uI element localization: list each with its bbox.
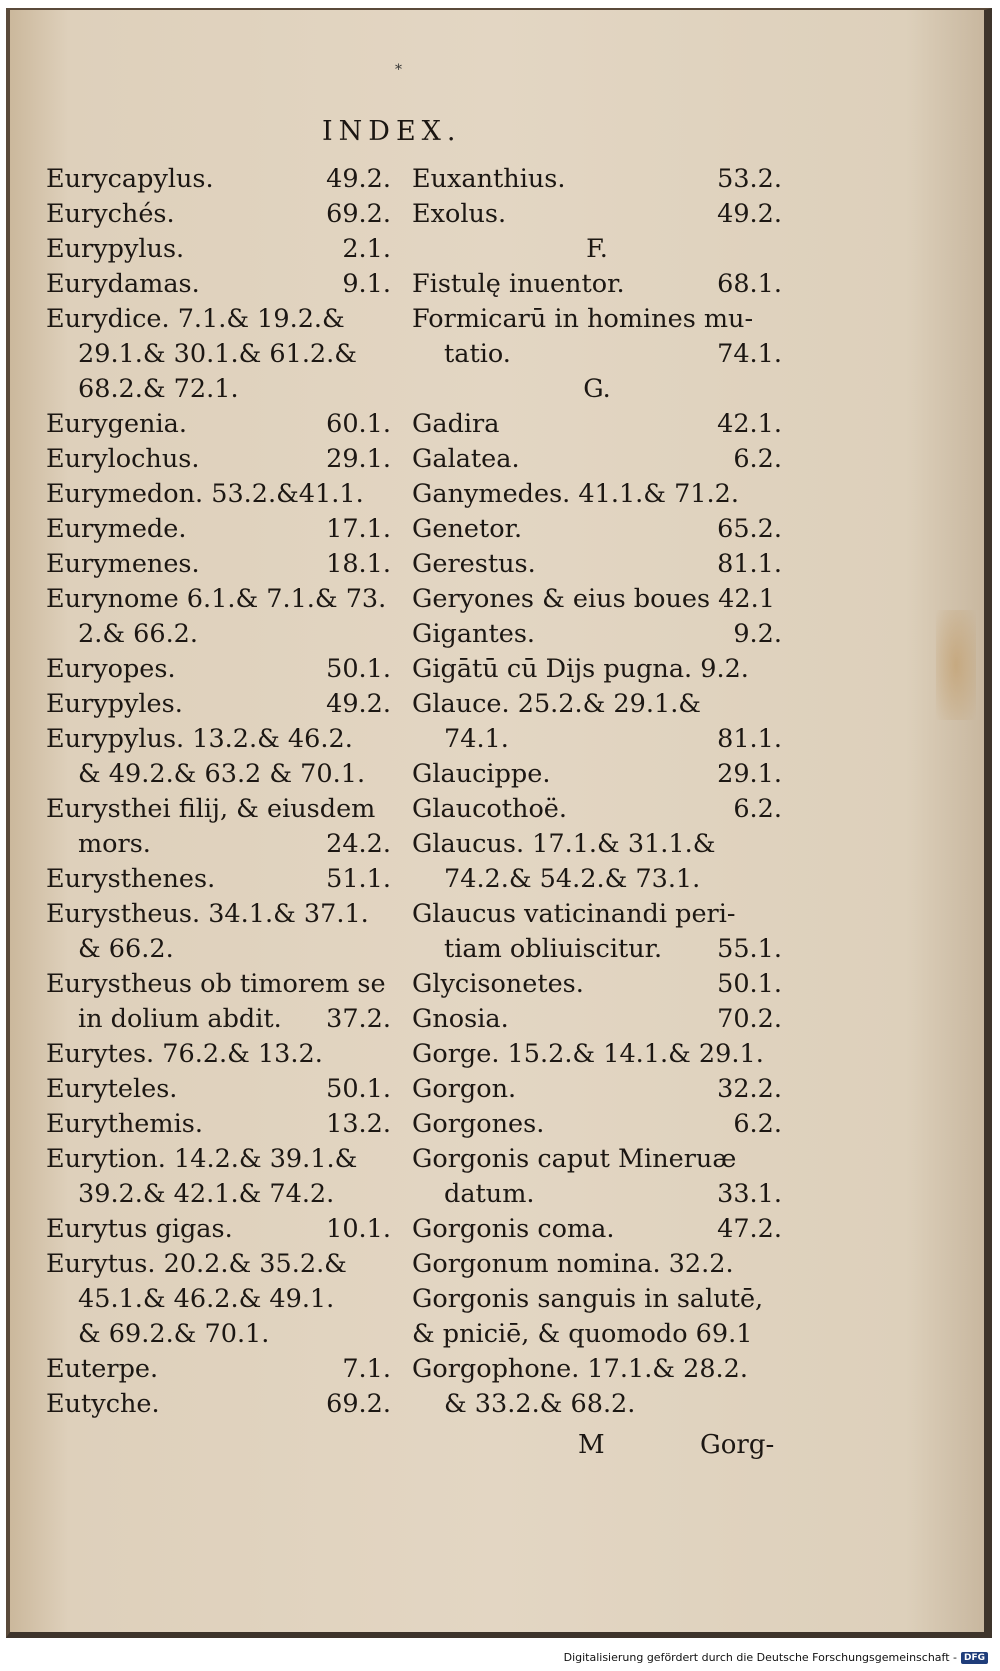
index-entry [412, 582, 782, 617]
index-entry [46, 162, 391, 197]
index-entry-page: 6.2. [733, 444, 782, 474]
index-entry [412, 1072, 782, 1107]
index-entry-page: 49.2. [326, 689, 391, 719]
index-entry-text: in dolium abdit. [78, 1004, 282, 1034]
index-entry-page: 70.2. [717, 1004, 782, 1034]
index-entry-page: 74.1. [717, 339, 782, 369]
dfg-logo: DFG [961, 1652, 988, 1664]
index-entry-text: Galatea. [412, 444, 520, 474]
index-entry [412, 442, 782, 477]
index-entry-page: 29.1. [717, 759, 782, 789]
index-entry [46, 1142, 391, 1177]
index-entry [46, 897, 391, 932]
index-entry [412, 652, 782, 687]
index-entry-text: Fistulę inuentor. [412, 269, 625, 299]
index-column-left [46, 162, 391, 1422]
index-entry [412, 407, 782, 442]
index-entry-text: Ganymedes. 41.1.& 71.2. [412, 479, 739, 509]
index-entry [412, 547, 782, 582]
index-entry [46, 862, 391, 897]
index-entry [46, 302, 391, 337]
index-entry-text: mors. [78, 829, 151, 859]
index-entry-page: 68.1. [717, 269, 782, 299]
index-entry-text: Euxanthius. [412, 164, 566, 194]
index-entry [412, 162, 782, 197]
index-entry [46, 1072, 391, 1107]
index-entry-text: & 33.2.& 68.2. [444, 1389, 636, 1419]
index-entry [412, 1247, 782, 1282]
index-entry [46, 1247, 391, 1282]
index-entry-text: Gorgon. [412, 1074, 517, 1104]
index-entry-text: Eurystheus ob timorem se [46, 969, 386, 999]
index-entry [46, 197, 391, 232]
index-entry [46, 792, 391, 827]
index-entry-text: Eurythemis. [46, 1109, 203, 1139]
index-entry [412, 1037, 782, 1072]
index-entry-text: Gadira [412, 409, 500, 439]
index-entry [46, 932, 391, 967]
index-entry [412, 1177, 782, 1212]
index-entry [46, 652, 391, 687]
index-entry-text: Gorgonis sanguis in salutē, [412, 1284, 764, 1314]
index-entry-text: Eurytus gigas. [46, 1214, 233, 1244]
index-entry [46, 757, 391, 792]
index-column-right [412, 162, 782, 1422]
index-entry [46, 827, 391, 862]
index-entry [412, 932, 782, 967]
index-entry-page: 37.2. [326, 1004, 391, 1034]
index-entry-text: Gigantes. [412, 619, 536, 649]
index-entry-page: 69.2. [326, 199, 391, 229]
index-entry [412, 337, 782, 372]
index-entry-page: 49.2. [326, 164, 391, 194]
index-entry [412, 757, 782, 792]
index-entry-page: 29.1. [326, 444, 391, 474]
index-entry-page: 81.1. [717, 549, 782, 579]
index-entry-text: Euryopes. [46, 654, 176, 684]
index-entry-text: G. [583, 374, 611, 404]
index-entry [46, 477, 391, 512]
index-entry [46, 1177, 391, 1212]
index-entry-text: Eurymedon. 53.2.&41.1. [46, 479, 364, 509]
index-entry [412, 1002, 782, 1037]
index-entry-text: & pniciē, & quomodo 69.1 [412, 1319, 753, 1349]
index-entry [412, 1212, 782, 1247]
index-entry [412, 897, 782, 932]
index-entry-text: Gigātū cū Dijs pugna. 9.2. [412, 654, 749, 684]
index-entry [412, 687, 782, 722]
index-entry-text: Eurycapylus. [46, 164, 214, 194]
index-entry-page: 6.2. [733, 794, 782, 824]
index-entry [412, 267, 782, 302]
index-entry-text: Gorgonis caput Mineruæ [412, 1144, 737, 1174]
index-entry [46, 1107, 391, 1142]
index-entry [412, 1317, 782, 1352]
index-entry-page: 47.2. [717, 1214, 782, 1244]
index-entry [412, 862, 782, 897]
index-entry [46, 1037, 391, 1072]
signature-mark: M [578, 1430, 605, 1460]
catchword: Gorg- [700, 1430, 775, 1460]
index-entry-text: datum. [444, 1179, 535, 1209]
index-entry-page: 50.1. [326, 654, 391, 684]
index-entry-text: Eurypylus. 13.2.& 46.2. [46, 724, 353, 754]
index-entry-text: Eutyche. [46, 1389, 160, 1419]
index-entry-text: Eurychés. [46, 199, 175, 229]
index-entry-page: 17.1. [326, 514, 391, 544]
index-entry [46, 267, 391, 302]
index-entry-page: 60.1. [326, 409, 391, 439]
index-entry-text: Euryteles. [46, 1074, 178, 1104]
index-entry-text: 39.2.& 42.1.& 74.2. [78, 1179, 335, 1209]
index-entry [46, 967, 391, 1002]
index-entry [412, 302, 782, 337]
index-entry-page: 53.2. [717, 164, 782, 194]
index-entry-page: 13.2. [326, 1109, 391, 1139]
index-entry-text: Gorgonis coma. [412, 1214, 615, 1244]
index-entry [46, 442, 391, 477]
index-entry [46, 722, 391, 757]
index-entry-page: 69.2. [326, 1389, 391, 1419]
index-entry-text: Eurynome 6.1.& 7.1.& 73. [46, 584, 387, 614]
page-header: INDEX. [322, 116, 462, 147]
index-entry [46, 407, 391, 442]
index-entry [412, 792, 782, 827]
index-entry-text: Eurymede. [46, 514, 187, 544]
index-entry [46, 617, 391, 652]
index-entry-page: 81.1. [717, 724, 782, 754]
index-letter-heading [412, 232, 782, 267]
index-entry-text: Eurylochus. [46, 444, 200, 474]
index-entry-text: F. [586, 234, 608, 264]
index-entry-text: 74.1. [444, 724, 509, 754]
index-entry-text: Eurydice. 7.1.& 19.2.& [46, 304, 345, 334]
index-entry-text: Eurypylus. [46, 234, 185, 264]
index-entry-text: & 66.2. [78, 934, 174, 964]
index-entry-text: Gnosia. [412, 1004, 509, 1034]
index-entry [412, 827, 782, 862]
index-entry-page: 55.1. [717, 934, 782, 964]
index-entry-page: 9.2. [733, 619, 782, 649]
index-entry [412, 197, 782, 232]
index-entry-text: Gorge. 15.2.& 14.1.& 29.1. [412, 1039, 764, 1069]
index-entry-text: Eurydamas. [46, 269, 200, 299]
index-entry-text: tiam obliuiscitur. [444, 934, 663, 964]
index-entry-text: Geryones & eius boues 42.1 [412, 584, 775, 614]
index-entry [46, 372, 391, 407]
index-entry-text: Genetor. [412, 514, 523, 544]
index-entry [46, 1317, 391, 1352]
index-entry-page: 49.2. [717, 199, 782, 229]
index-entry [412, 617, 782, 652]
index-entry-page: 50.1. [326, 1074, 391, 1104]
index-entry-text: Eurypyles. [46, 689, 183, 719]
index-entry-text: Gorgonum nomina. 32.2. [412, 1249, 734, 1279]
index-entry-text: Gorgones. [412, 1109, 545, 1139]
index-entry-text: tatio. [444, 339, 511, 369]
index-entry-text: Exolus. [412, 199, 507, 229]
index-entry-text: Eurytes. 76.2.& 13.2. [46, 1039, 323, 1069]
index-entry-page: 9.1. [342, 269, 391, 299]
paper-stain [936, 610, 976, 720]
index-entry [46, 512, 391, 547]
index-entry [412, 1387, 782, 1422]
index-entry-text: 45.1.& 46.2.& 49.1. [78, 1284, 335, 1314]
index-entry-text: Gorgophone. 17.1.& 28.2. [412, 1354, 748, 1384]
index-entry-page: 18.1. [326, 549, 391, 579]
index-entry-text: Formicarū in homines mu- [412, 304, 754, 334]
index-entry [412, 512, 782, 547]
index-entry-text: Eurymenes. [46, 549, 200, 579]
index-entry-text: 29.1.& 30.1.& 61.2.& [78, 339, 357, 369]
index-entry-page: 65.2. [717, 514, 782, 544]
index-entry-text: & 69.2.& 70.1. [78, 1319, 270, 1349]
index-entry [412, 722, 782, 757]
index-entry [412, 1107, 782, 1142]
index-entry-page: 10.1. [326, 1214, 391, 1244]
index-entry-text: Eurysthei filij, & eiusdem [46, 794, 376, 824]
index-entry [46, 1002, 391, 1037]
index-entry [46, 1212, 391, 1247]
index-entry-text: Glaucippe. [412, 759, 551, 789]
footer-credit-text: Digitalisierung gefördert durch die Deutsche Forschungsgemeinschaft - [563, 1651, 957, 1664]
index-entry-text: Euterpe. [46, 1354, 159, 1384]
index-entry-page: 2.1. [342, 234, 391, 264]
index-entry-text: Eurygenia. [46, 409, 187, 439]
index-entry-page: 42.1. [717, 409, 782, 439]
index-entry [46, 337, 391, 372]
footer-credit [564, 1651, 988, 1664]
index-entry-page: 7.1. [342, 1354, 391, 1384]
index-entry [46, 547, 391, 582]
index-entry-page: 50.1. [717, 969, 782, 999]
index-entry [46, 1352, 391, 1387]
index-entry [412, 967, 782, 1002]
index-letter-heading [412, 372, 782, 407]
index-entry-text: 2.& 66.2. [78, 619, 199, 649]
index-entry-text: Gerestus. [412, 549, 536, 579]
index-entry-page: 33.1. [717, 1179, 782, 1209]
index-entry [46, 1282, 391, 1317]
index-entry [412, 477, 782, 512]
index-entry [412, 1282, 782, 1317]
page-mark: * [395, 62, 402, 78]
index-entry-page: 6.2. [733, 1109, 782, 1139]
index-entry-text: 68.2.& 72.1. [78, 374, 239, 404]
index-entry [412, 1142, 782, 1177]
index-entry-text: Eurytus. 20.2.& 35.2.& [46, 1249, 347, 1279]
index-entry [46, 582, 391, 617]
index-entry-text: Eurytion. 14.2.& 39.1.& [46, 1144, 358, 1174]
index-entry-page: 24.2. [326, 829, 391, 859]
index-entry-text: & 49.2.& 63.2 & 70.1. [78, 759, 366, 789]
index-entry-text: Eurysthenes. [46, 864, 216, 894]
index-entry-text: 74.2.& 54.2.& 73.1. [444, 864, 701, 894]
index-entry-text: Glycisonetes. [412, 969, 584, 999]
index-entry-page: 32.2. [717, 1074, 782, 1104]
index-entry-text: Glauce. 25.2.& 29.1.& [412, 689, 702, 719]
index-entry [46, 1387, 391, 1422]
index-entry-text: Glaucus vaticinandi peri- [412, 899, 736, 929]
index-entry [46, 687, 391, 722]
index-entry [46, 232, 391, 267]
index-entry-page: 51.1. [326, 864, 391, 894]
index-entry [412, 1352, 782, 1387]
index-entry-text: Glaucus. 17.1.& 31.1.& [412, 829, 716, 859]
index-entry-text: Eurystheus. 34.1.& 37.1. [46, 899, 369, 929]
index-entry-text: Glaucothoë. [412, 794, 568, 824]
